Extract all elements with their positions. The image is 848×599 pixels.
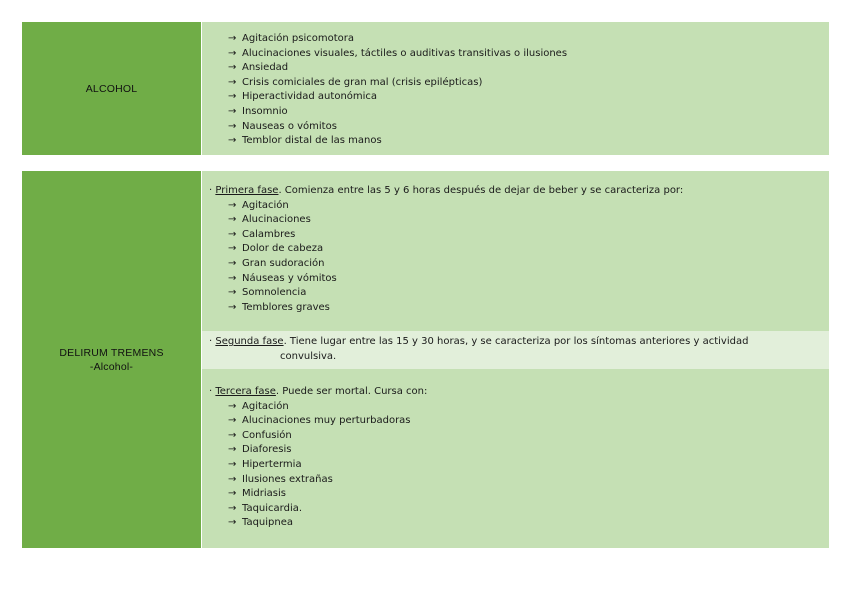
delirium-label: DELIRUM TREMENS	[59, 346, 164, 359]
list-item: → Gran sudoración	[228, 257, 819, 272]
arrow-icon: →	[228, 444, 237, 456]
list-item: → Insomnio	[228, 105, 819, 120]
alcohol-label-cell	[22, 22, 201, 155]
list-item: → Alucinaciones visuales, táctiles o auditivas transitivas o ilusiones	[228, 47, 819, 62]
alcohol-symptoms-cell	[202, 22, 829, 155]
arrow-icon: →	[228, 257, 237, 269]
phase3-symptom-list	[209, 400, 819, 531]
delirium-sublabel: -Alcohol-	[89, 360, 134, 373]
arrow-icon: →	[228, 228, 237, 240]
list-item: → Diaforesis	[228, 443, 819, 458]
arrow-icon: →	[228, 517, 237, 529]
arrow-icon: →	[228, 33, 237, 44]
phase1-title: Primera fase	[215, 185, 279, 196]
list-item: → Agitación	[228, 400, 819, 415]
arrow-icon: →	[228, 105, 237, 117]
list-item: → Calambres	[228, 228, 819, 243]
phase3-title: Tercera fase	[215, 386, 276, 397]
list-item: → Crisis comiciales de gran mal (crisis epilépticas)	[228, 76, 819, 91]
phase2-cell	[202, 331, 829, 369]
list-item: → Hipertermia	[228, 458, 819, 473]
list-item: → Midriasis	[228, 487, 819, 502]
arrow-icon: →	[228, 415, 237, 427]
arrow-icon: →	[228, 458, 237, 470]
list-item: → Confusión	[228, 429, 819, 444]
arrow-icon: →	[228, 272, 237, 284]
phase1-symptom-list	[209, 199, 819, 316]
phase2-continuation: convulsiva.	[280, 350, 337, 362]
list-item: → Somnolencia	[228, 286, 819, 301]
list-item: → Temblor distal de las manos	[228, 134, 819, 149]
phase3-heading: · Tercera fase. Puede ser mortal. Cursa con:	[209, 386, 428, 397]
phase3-cell	[202, 369, 829, 548]
arrow-icon: →	[228, 488, 237, 500]
arrow-icon: →	[228, 199, 237, 211]
arrow-icon: →	[228, 400, 237, 412]
list-item: → Alucinaciones muy perturbadoras	[228, 414, 819, 429]
delirium-row	[22, 171, 829, 548]
list-item: → Temblores graves	[228, 301, 819, 316]
phase2-title: Segunda fase	[215, 336, 284, 347]
phase1-heading: · Primera fase. Comienza entre las 5 y 6 horas después de dejar de beber y se caracteriza por:	[209, 185, 684, 196]
arrow-icon: →	[228, 91, 237, 103]
list-item: → Taquipnea	[228, 516, 819, 531]
arrow-icon: →	[228, 76, 237, 88]
arrow-icon: →	[228, 429, 237, 441]
list-item: → Agitación psicomotora	[228, 32, 819, 47]
list-item: → Agitación	[228, 199, 819, 214]
list-item: → Ansiedad	[228, 61, 819, 76]
arrow-icon: →	[228, 473, 237, 485]
delirium-label-cell	[22, 171, 201, 548]
list-item: → Alucinaciones	[228, 213, 819, 228]
list-item: → Dolor de cabeza	[228, 242, 819, 257]
arrow-icon: →	[228, 47, 237, 59]
alcohol-row	[22, 22, 829, 155]
list-item: → Hiperactividad autonómica	[228, 90, 819, 105]
arrow-icon: →	[228, 301, 237, 313]
arrow-icon: →	[228, 287, 237, 299]
list-item: → Ilusiones extrañas	[228, 473, 819, 488]
phase1-cell	[202, 171, 829, 331]
arrow-icon: →	[228, 62, 237, 74]
arrow-icon: →	[228, 214, 237, 226]
arrow-icon: →	[228, 135, 237, 147]
phase2-heading: · Segunda fase. Tiene lugar entre las 15 y 30 horas, y se caracteriza por los síntomas anteriores y actividad	[209, 336, 749, 347]
list-item: → Taquicardia.	[228, 502, 819, 517]
alcohol-symptom-list	[209, 32, 819, 149]
arrow-icon: →	[228, 502, 237, 514]
alcohol-label: ALCOHOL	[85, 82, 138, 95]
arrow-icon: →	[228, 243, 237, 255]
list-item: → Náuseas y vómitos	[228, 272, 819, 287]
list-item: → Nauseas o vómitos	[228, 120, 819, 135]
arrow-icon: →	[228, 120, 237, 132]
delirium-phases-cell	[202, 171, 829, 548]
